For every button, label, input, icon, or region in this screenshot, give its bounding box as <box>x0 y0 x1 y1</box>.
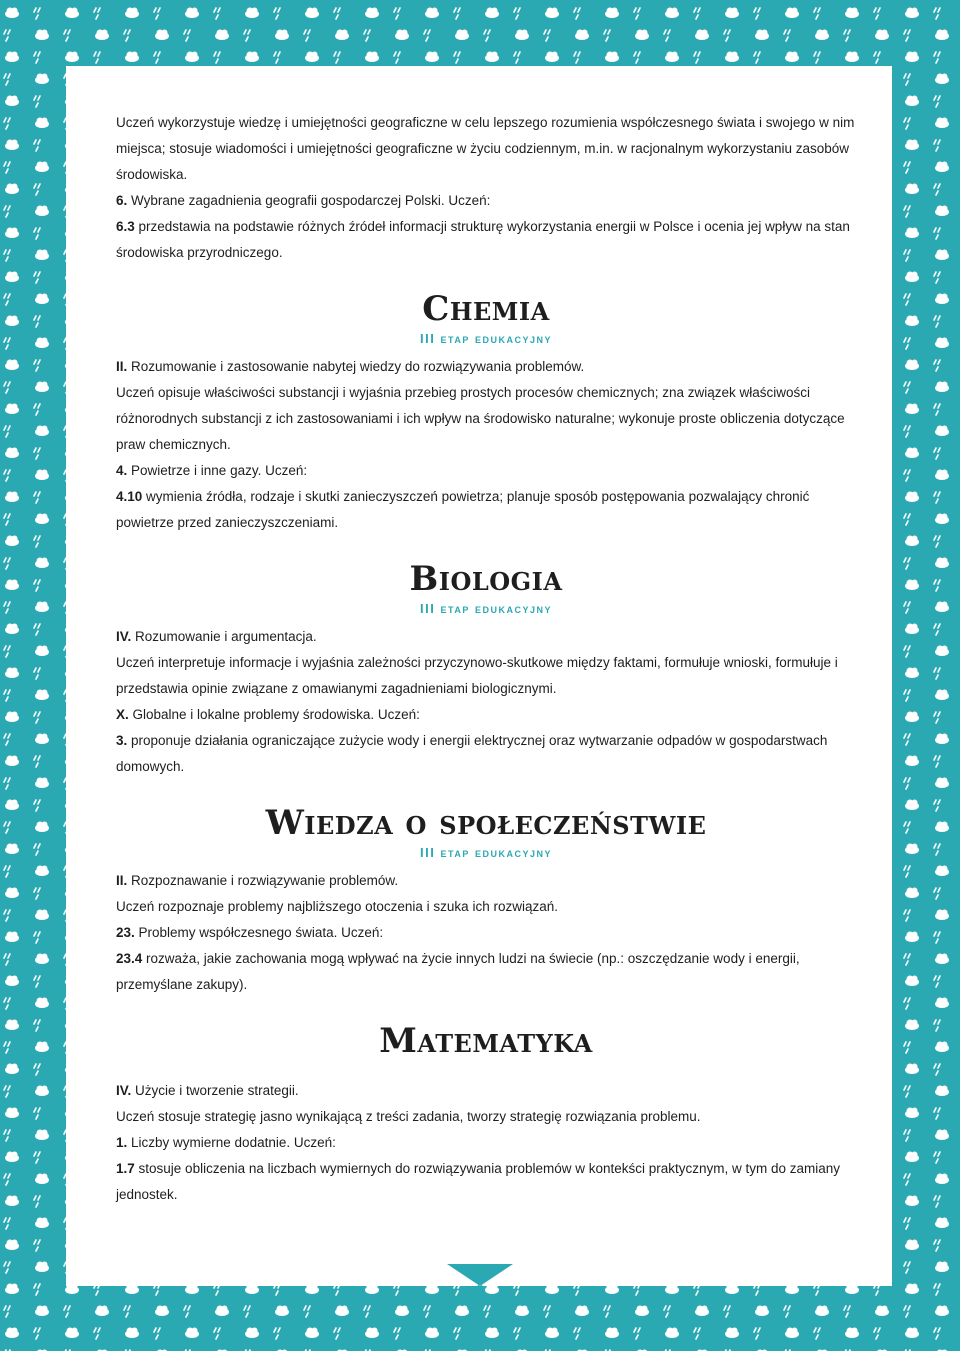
chemia-item-4-10 <box>116 484 856 536</box>
biologia-item-3 <box>116 728 856 780</box>
item-text: proponuje działania ograniczające zużycie wody i energii elektrycznej oraz wytwarzanie odpadów w gospodarstwach domowych. <box>116 733 828 774</box>
item-text: Problemy współczesnego świata. Uczeń: <box>134 925 384 940</box>
section-wos-header <box>116 802 856 862</box>
item-number: 4.10 <box>116 489 143 504</box>
chemia-item-4 <box>116 458 856 484</box>
section-biologia-header <box>116 558 856 618</box>
item-number: IV. <box>116 1083 132 1098</box>
section-chemia-header <box>116 288 856 348</box>
section-title: Matematyka <box>379 1021 593 1061</box>
item-number: II. <box>116 873 128 888</box>
item-number: 23.4 <box>116 951 143 966</box>
item-text: Liczby wymierne dodatnie. Uczeń: <box>127 1135 336 1150</box>
section-subtitle: III etap edukacyjny <box>420 845 552 860</box>
matematyka-item-1-7 <box>116 1156 856 1208</box>
item-number: 3. <box>116 733 128 748</box>
matematyka-requirement <box>116 1078 856 1104</box>
item-number: IV. <box>116 629 132 644</box>
chemia-requirement <box>116 354 856 380</box>
item-number: 23. <box>116 925 135 940</box>
biologia-requirement <box>116 624 856 650</box>
wos-item-23 <box>116 920 856 946</box>
biologia-item-X <box>116 702 856 728</box>
wos-requirement <box>116 868 856 894</box>
section-title: Wiedza o społeczeństwie <box>265 803 707 843</box>
item-number: X. <box>116 707 129 722</box>
item-number: 1. <box>116 1135 128 1150</box>
item-text: Wybrane zagadnienia geografii gospodarczej Polski. Uczeń: <box>127 193 491 208</box>
page-content <box>116 110 856 1208</box>
item-text: Powietrze i inne gazy. Uczeń: <box>127 463 308 478</box>
intro-paragraph: Uczeń wykorzystuje wiedzę i umiejętności geograficzne w celu lepszego rozumienia współczesnego świata i swojego w nim miejsca; stosuje wiadomości i umiejętności geograficzne w życiu codziennym, m.in. w racjonalnym wykorzystaniu zasobów środowiska. <box>116 115 855 182</box>
item-text: Rozumowanie i zastosowanie nabytej wiedzy do rozwiązywania problemów. <box>127 359 585 374</box>
section-title: Biologia <box>409 559 563 599</box>
section-subtitle: III etap edukacyjny <box>420 601 552 616</box>
matematyka-description: Uczeń stosuje strategię jasno wynikającą z treści zadania, tworzy strategię rozwiązania problemu. <box>116 1109 701 1124</box>
item-number: II. <box>116 359 128 374</box>
item-number: 1.7 <box>116 1161 135 1176</box>
biologia-description: Uczeń interpretuje informacje i wyjaśnia zależności przyczynowo-skutkowe między faktami, formułuje wnioski, formułuje i przedstawia opinie związane z omawianymi zagadnieniami biologicznymi. <box>116 655 838 696</box>
item-text: Globalne i lokalne problemy środowiska. Uczeń: <box>128 707 420 722</box>
page-number-tab <box>447 1264 513 1308</box>
intro-item-6-3 <box>116 214 856 266</box>
matematyka-item-1 <box>116 1130 856 1156</box>
item-text: rozważa, jakie zachowania mogą wpływać na życie innych ludzi na świecie (np.: oszczędzanie wody i energii, przemyślane zakupy). <box>116 951 800 992</box>
wos-item-23-4 <box>116 946 856 998</box>
item-text: Użycie i tworzenie strategii. <box>131 1083 299 1098</box>
section-subtitle: III etap edukacyjny <box>420 331 552 346</box>
item-text: przedstawia na podstawie różnych źródeł informacji strukturę wykorzystania energii w Polsce i ocenia jej wpływ na stan środowiska przyrodniczego. <box>116 219 850 260</box>
item-text: wymienia źródła, rodzaje i skutki zanieczyszczeń powietrza; planuje sposób postępowania pozwalający chronić powietrze przed zanieczyszczeniami. <box>116 489 810 530</box>
item-number: 4. <box>116 463 128 478</box>
section-matematyka-header <box>116 1020 856 1062</box>
chemia-description: Uczeń opisuje właściwości substancji i wyjaśnia przebieg prostych procesów chemicznych; zna związek właściwości różnorodnych substancji z ich zastosowaniami i ich wpływ na środowisko naturalne; wykonuje proste obliczenia dotyczące praw chemicznych. <box>116 385 845 452</box>
page-number: 2 <box>476 1282 484 1296</box>
wos-description: Uczeń rozpoznaje problemy najbliższego otoczenia i szuka ich rozwiązań. <box>116 899 558 914</box>
item-text: Rozpoznawanie i rozwiązywanie problemów. <box>127 873 399 888</box>
item-number: 6. <box>116 193 128 208</box>
page-sheet <box>66 66 892 1296</box>
item-number: 6.3 <box>116 219 135 234</box>
section-title: Chemia <box>422 289 550 329</box>
item-text: stosuje obliczenia na liczbach wymiernych do rozwiązywania problemów w kontekści praktycznym, w tym do zamiany jednostek. <box>116 1161 841 1202</box>
item-text: Rozumowanie i argumentacja. <box>131 629 317 644</box>
intro-item-6 <box>116 188 856 214</box>
